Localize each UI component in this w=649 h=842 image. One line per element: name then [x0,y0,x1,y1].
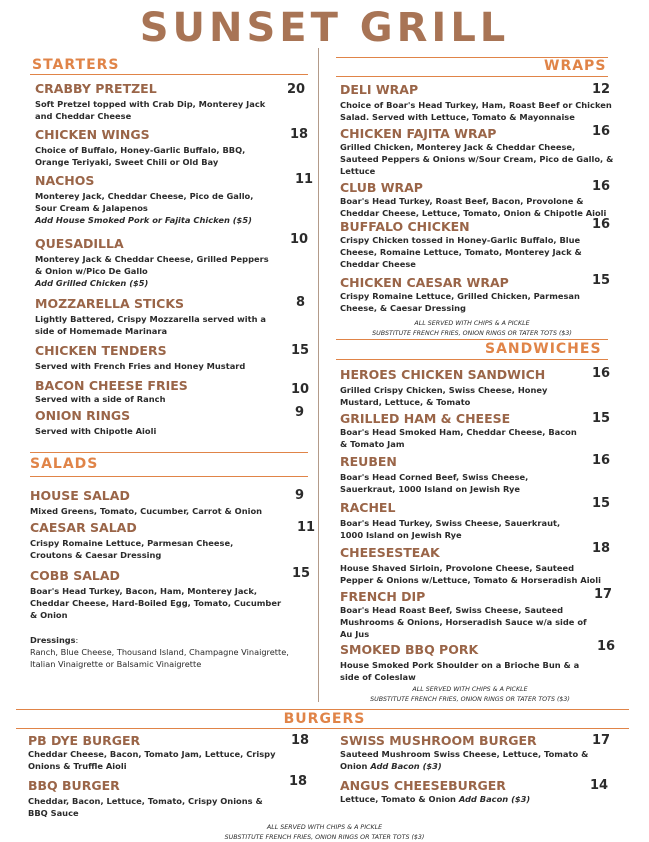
item-price: 16 [592,366,611,381]
item-name: BACON CHEESE FRIES [35,378,188,393]
item-description: Cheddar Cheese, Bacon, Tomato Jam, Lettuce, Crispy Onions & Truffle Aioli [28,749,276,772]
menu-item [340,500,580,541]
item-addon: Add Grilled Chicken ($5) [35,278,149,289]
menu-item [340,454,580,495]
divider [336,339,608,340]
item-price: 15 [292,566,311,581]
menu-item [35,81,271,122]
item-name: HEROES CHICKEN SANDWICH [340,367,546,382]
item-price: 9 [295,405,305,420]
item-description: Cheddar, Bacon, Lettuce, Tomato, Crispy Onions & BBQ Sauce [28,796,263,819]
item-price: 9 [295,488,305,503]
menu-item [30,488,275,517]
item-price: 14 [590,778,609,793]
item-description: Monterey Jack, Cheddar Cheese, Pico de Gallo, Sour Cream & Jalapenos [35,191,254,214]
item-name: COBB SALAD [30,568,120,583]
chips-note [330,685,610,704]
item-name: SMOKED BBQ PORK [340,642,479,657]
item-description: Boar's Head Corned Beef, Swiss Cheese, Sauerkraut, 1000 Island on Jewish Rye [340,472,529,495]
menu-item [340,219,616,271]
menu-item [340,411,580,450]
item-description: Monterey Jack & Cheddar Cheese, Grilled Peppers & Onion w/Pico De Gallo [35,254,269,277]
note-line: ALL SERVED WITH CHIPS & A PICKLE [266,824,383,831]
section-header-burgers: BURGERS [283,711,366,727]
menu-item [340,180,616,219]
item-description: Lettuce, Tomato & Onion [340,794,456,804]
item-name: ANGUS CHEESEBURGER [340,778,506,793]
item-name: DELI WRAP [340,82,419,97]
chips-note [0,823,649,842]
item-price: 12 [592,82,611,97]
menu-item [28,778,273,819]
menu-item [340,778,590,805]
divider [30,476,308,477]
item-description: Served with a side of Ranch [35,394,166,404]
item-addon: Add Bacon ($3) [458,794,531,804]
item-name: HOUSE SALAD [30,488,130,503]
item-description: House Smoked Pork Shoulder on a Brioche Bun & a side of Coleslaw [340,660,580,683]
item-description: Boar's Head Smoked Ham, Cheddar Cheese, Bacon & Tomato Jam [340,427,577,450]
menu-item [35,236,271,290]
item-description: Grilled Crispy Chicken, Swiss Cheese, Honey Mustard, Lettuce, & Tomato [340,385,548,408]
item-description: Choice of Boar's Head Turkey, Ham, Roast Beef or Chicken Salad. Served with Lettuce, Tomato & Mayonnaise [340,100,612,123]
item-price: 11 [295,172,314,187]
item-price: 20 [287,82,306,97]
dressings-list: Ranch, Blue Cheese, Thousand Island, Champagne Vinaigrette, Italian Vinaigrette or Balsamic Vinaigrette [30,647,289,670]
item-price: 10 [291,382,310,397]
item-price: 16 [592,217,611,232]
item-price: 18 [289,774,308,789]
restaurant-title: SUNSET GRILL [139,5,510,51]
item-description: Served with French Fries and Honey Mustard [35,361,246,371]
note-line: ALL SERVED WITH CHIPS & A PICKLE [412,686,528,693]
item-name: CHICKEN TENDERS [35,343,167,358]
item-description: Soft Pretzel topped with Crab Dip, Monterey Jack and Cheddar Cheese [35,99,266,122]
divider [336,76,608,77]
item-description: Mixed Greens, Tomato, Cucumber, Carrot & Onion [30,506,263,516]
item-name: RACHEL [340,500,396,515]
item-description: Grilled Chicken, Monterey Jack & Cheddar Cheese, Sauteed Peppers & Onions w/Sour Cream, Pico de Gallo, & Lettuce [340,142,614,177]
chips-note [336,319,608,338]
item-price: 18 [592,541,611,556]
item-name: CHICKEN FAJITA WRAP [340,126,497,141]
divider [30,452,308,453]
item-name: PB DYE BURGER [28,733,141,748]
item-price: 18 [290,127,309,142]
item-description: Choice of Buffalo, Honey-Garlic Buffalo, BBQ, Orange Teriyaki, Sweet Chili or Old Bay [35,145,246,168]
item-description: Crispy Romaine Lettuce, Grilled Chicken, Parmesan Cheese, & Caesar Dressing [340,291,580,314]
menu-item [340,82,615,123]
note-line: ALL SERVED WITH CHIPS & A PICKLE [414,320,530,327]
item-name: CRABBY PRETZEL [35,81,157,96]
divider [30,74,308,75]
item-description: Boar's Head Roast Beef, Swiss Cheese, Sauteed Mushrooms & Onions, Horseradish Sauce w/a side of Au Jus [340,605,587,640]
item-name: CLUB WRAP [340,180,423,195]
item-name: SWISS MUSHROOM BURGER [340,733,537,748]
menu-item [35,296,271,337]
item-price: 16 [597,639,616,654]
item-price: 10 [290,232,309,247]
section-header-salads: SALADS [30,456,99,472]
item-name: CHICKEN WINGS [35,127,150,142]
item-name: BBQ BURGER [28,778,120,793]
item-addon: Add Bacon ($3) [370,761,442,772]
item-price: 11 [297,520,316,535]
menu-item [28,733,288,772]
section-header-sandwiches: SANDWICHES [485,341,602,357]
item-price: 8 [296,295,306,310]
item-name: CHEESESTEAK [340,545,440,560]
dressings-label: Dressings [30,635,76,645]
item-price: 18 [291,733,310,748]
divider [16,728,629,729]
item-description: Boar's Head Turkey, Roast Beef, Bacon, Provolone & Cheddar Cheese, Lettuce, Tomato, Onion & Chipotle Aioli [340,196,607,219]
item-price: 15 [592,496,611,511]
menu-item [340,126,616,178]
item-name: QUESADILLA [35,236,124,251]
item-price: 16 [592,179,611,194]
menu-item [30,520,275,561]
menu-item [340,589,594,641]
item-name: CHICKEN CAESAR WRAP [340,275,509,290]
item-name: ONION RINGS [35,408,131,423]
divider [16,709,629,710]
menu-item [340,642,585,683]
menu-item [30,568,282,622]
menu-item [340,733,595,772]
item-description: Lightly Battered, Crispy Mozzarella served with a side of Homemade Marinara [35,314,266,337]
item-description: Crispy Romaine Lettuce, Parmesan Cheese, Croutons & Caesar Dressing [30,538,234,561]
item-name: REUBEN [340,454,397,469]
item-name: CAESAR SALAD [30,520,137,535]
menu-item [35,343,271,372]
menu-item [35,408,271,437]
column-divider [318,48,319,702]
item-description: Crispy Chicken tossed in Honey-Garlic Buffalo, Blue Cheese, Romaine Lettuce, Tomato, Monterey Jack & Cheddar Cheese [340,235,582,270]
item-price: 16 [592,453,611,468]
menu-item [340,275,602,314]
menu-item [35,378,271,405]
item-price: 17 [592,733,611,748]
menu-item [35,127,271,168]
note-line: SUBSTITUTE FRENCH FRIES, ONION RINGS OR TATER TOTS ($3) [224,833,425,841]
item-price: 15 [592,273,611,288]
item-name: BUFFALO CHICKEN [340,219,470,234]
menu-item [340,545,610,586]
note-line: SUBSTITUTE FRENCH FRIES, ONION RINGS OR TATER TOTS ($3) [370,695,570,703]
item-addon: Add House Smoked Pork or Fajita Chicken ($5) [35,215,252,226]
item-price: 16 [592,124,611,139]
item-price: 15 [592,411,611,426]
section-header-starters: STARTERS [32,57,120,73]
item-price: 17 [594,587,613,602]
item-description: Boar's Head Turkey, Bacon, Ham, Monterey Jack, Cheddar Cheese, Hard-Boiled Egg, Tomato, Cucumber & Onion [30,586,282,621]
item-name: NACHOS [35,173,95,188]
item-name: GRILLED HAM & CHEESE [340,411,511,426]
item-description: Served with Chipotle Aioli [35,426,157,436]
note-line: SUBSTITUTE FRENCH FRIES, ONION RINGS OR TATER TOTS ($3) [372,329,572,337]
item-description: Sauteed Mushroom Swiss Cheese, Lettuce, Tomato & Onion [340,749,589,772]
item-name: MOZZARELLA STICKS [35,296,185,311]
item-description: Boar's Head Turkey, Swiss Cheese, Sauerkraut, 1000 Island on Jewish Rye [340,518,561,541]
item-name: FRENCH DIP [340,589,426,604]
item-description: House Shaved Sirloin, Provolone Cheese, Sauteed Pepper & Onions w/Lettuce, Tomato & Horseradish Aioli [340,563,601,586]
divider [336,359,608,360]
menu-item [35,173,271,227]
menu-item [340,367,590,408]
item-price: 15 [291,343,310,358]
section-header-wraps: WRAPS [544,58,607,74]
dressings: Dressings: Ranch, Blue Cheese, Thousand Island, Champagne Vinaigrette, Italian Vinaigrette or Balsamic Vinaigrette [30,635,289,670]
